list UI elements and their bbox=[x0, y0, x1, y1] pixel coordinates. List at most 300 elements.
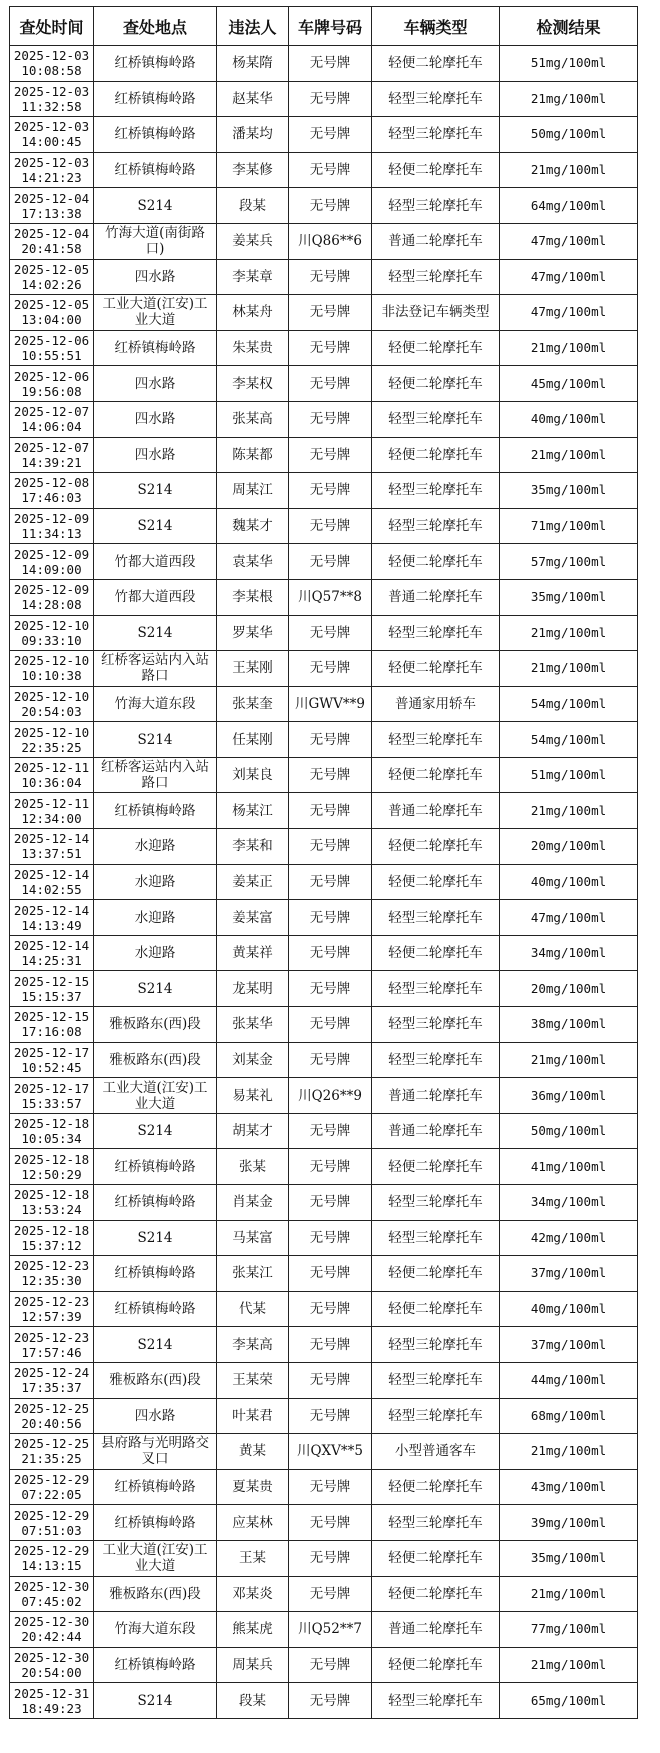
cell-result: 77mg/100ml bbox=[500, 1612, 638, 1648]
cell-plate: 无号牌 bbox=[289, 401, 372, 437]
cell-person: 张某奎 bbox=[217, 686, 289, 722]
cell-result: 36mg/100ml bbox=[500, 1078, 638, 1114]
cell-person: 张某华 bbox=[217, 1007, 289, 1043]
cell-clock-text: 14:06:04 bbox=[21, 419, 82, 435]
table-row bbox=[10, 1256, 638, 1292]
cell-vehicle-type: 轻型三轮摩托车 bbox=[372, 1362, 500, 1398]
cell-person: 胡某才 bbox=[217, 1113, 289, 1149]
cell-clock-text: 13:04:00 bbox=[21, 312, 82, 328]
cell-clock-text: 14:21:23 bbox=[21, 170, 82, 186]
table-row bbox=[10, 1362, 638, 1398]
cell-date-text: 2025-12-07 bbox=[13, 439, 90, 455]
cell-place: 工业大道(江安)工业大道 bbox=[94, 1540, 217, 1576]
cell-time bbox=[10, 864, 94, 900]
cell-clock-text: 10:36:04 bbox=[21, 775, 82, 791]
cell-person: 袁某华 bbox=[217, 544, 289, 580]
cell-plate: 无号牌 bbox=[289, 1576, 372, 1612]
cell-date-text: 2025-12-29 bbox=[13, 1472, 90, 1488]
cell-clock-text: 20:42:44 bbox=[21, 1629, 82, 1645]
table-row bbox=[10, 1078, 638, 1114]
cell-plate: 无号牌 bbox=[289, 259, 372, 295]
cell-plate: 无号牌 bbox=[289, 615, 372, 651]
cell-result: 47mg/100ml bbox=[500, 295, 638, 331]
cell-date-text: 2025-12-09 bbox=[13, 582, 90, 598]
cell-date-text: 2025-12-03 bbox=[13, 155, 90, 171]
cell-place: 雅板路东(西)段 bbox=[94, 1576, 217, 1612]
cell-date-text: 2025-12-14 bbox=[13, 831, 90, 847]
table-row bbox=[10, 152, 638, 188]
cell-time bbox=[10, 1113, 94, 1149]
cell-result: 40mg/100ml bbox=[500, 1291, 638, 1327]
cell-result: 21mg/100ml bbox=[500, 81, 638, 117]
cell-time bbox=[10, 544, 94, 580]
cell-person: 姜某兵 bbox=[217, 223, 289, 259]
cell-time bbox=[10, 1540, 94, 1576]
cell-clock-text: 14:00:45 bbox=[21, 134, 82, 150]
cell-person: 李某和 bbox=[217, 829, 289, 865]
cell-plate: 川GWV**9 bbox=[289, 686, 372, 722]
cell-clock-text: 20:40:56 bbox=[21, 1415, 82, 1431]
cell-person: 肖某金 bbox=[217, 1185, 289, 1221]
cell-result: 51mg/100ml bbox=[500, 46, 638, 82]
cell-plate: 无号牌 bbox=[289, 1362, 372, 1398]
cell-clock-text: 19:56:08 bbox=[21, 383, 82, 399]
cell-result: 21mg/100ml bbox=[500, 651, 638, 687]
cell-plate: 无号牌 bbox=[289, 188, 372, 224]
table-row bbox=[10, 1540, 638, 1576]
table-row bbox=[10, 793, 638, 829]
cell-date-text: 2025-12-30 bbox=[13, 1650, 90, 1666]
cell-place: 红桥镇梅岭路 bbox=[94, 1291, 217, 1327]
cell-clock-text: 15:33:57 bbox=[21, 1095, 82, 1111]
cell-plate: 川Q52**7 bbox=[289, 1612, 372, 1648]
cell-place: 四水路 bbox=[94, 1398, 217, 1434]
cell-time bbox=[10, 1291, 94, 1327]
cell-result: 20mg/100ml bbox=[500, 829, 638, 865]
cell-clock-text: 14:25:31 bbox=[21, 953, 82, 969]
cell-result: 21mg/100ml bbox=[500, 1434, 638, 1470]
cell-vehicle-type: 轻型三轮摩托车 bbox=[372, 1185, 500, 1221]
cell-person: 赵某华 bbox=[217, 81, 289, 117]
cell-time bbox=[10, 1042, 94, 1078]
table-row bbox=[10, 259, 638, 295]
cell-result: 35mg/100ml bbox=[500, 473, 638, 509]
cell-vehicle-type: 轻型三轮摩托车 bbox=[372, 508, 500, 544]
cell-person: 龙某明 bbox=[217, 971, 289, 1007]
cell-plate: 无号牌 bbox=[289, 1327, 372, 1363]
cell-time bbox=[10, 473, 94, 509]
cell-person: 段某 bbox=[217, 188, 289, 224]
cell-vehicle-type: 轻便二轮摩托车 bbox=[372, 1576, 500, 1612]
cell-result: 35mg/100ml bbox=[500, 579, 638, 615]
cell-result: 21mg/100ml bbox=[500, 615, 638, 651]
cell-date-text: 2025-12-10 bbox=[13, 653, 90, 669]
header-plate: 车牌号码 bbox=[289, 7, 372, 46]
cell-person: 李某章 bbox=[217, 259, 289, 295]
cell-plate: 无号牌 bbox=[289, 1113, 372, 1149]
table-row bbox=[10, 117, 638, 153]
cell-time bbox=[10, 508, 94, 544]
cell-vehicle-type: 非法登记车辆类型 bbox=[372, 295, 500, 331]
cell-date-text: 2025-12-18 bbox=[13, 1222, 90, 1238]
cell-date-text: 2025-12-03 bbox=[13, 83, 90, 99]
cell-clock-text: 10:05:34 bbox=[21, 1131, 82, 1147]
cell-result: 44mg/100ml bbox=[500, 1362, 638, 1398]
cell-date-text: 2025-12-11 bbox=[13, 760, 90, 776]
cell-person: 叶某君 bbox=[217, 1398, 289, 1434]
cell-date-text: 2025-12-14 bbox=[13, 902, 90, 918]
cell-date-text: 2025-12-23 bbox=[13, 1329, 90, 1345]
cell-date-text: 2025-12-23 bbox=[13, 1258, 90, 1274]
cell-plate: 川Q86**6 bbox=[289, 223, 372, 259]
cell-place: 红桥客运站内入站路口 bbox=[94, 757, 217, 793]
cell-result: 21mg/100ml bbox=[500, 330, 638, 366]
cell-clock-text: 10:52:45 bbox=[21, 1059, 82, 1075]
cell-place: 红桥镇梅岭路 bbox=[94, 793, 217, 829]
cell-date-text: 2025-12-14 bbox=[13, 938, 90, 954]
cell-vehicle-type: 轻便二轮摩托车 bbox=[372, 46, 500, 82]
cell-clock-text: 11:34:13 bbox=[21, 526, 82, 542]
cell-time bbox=[10, 1220, 94, 1256]
table-row bbox=[10, 81, 638, 117]
cell-time bbox=[10, 223, 94, 259]
cell-result: 50mg/100ml bbox=[500, 1113, 638, 1149]
cell-vehicle-type: 轻便二轮摩托车 bbox=[372, 1647, 500, 1683]
cell-time bbox=[10, 117, 94, 153]
cell-person: 李某权 bbox=[217, 366, 289, 402]
cell-date-text: 2025-12-06 bbox=[13, 333, 90, 349]
table-row bbox=[10, 1576, 638, 1612]
cell-place: 四水路 bbox=[94, 366, 217, 402]
cell-time bbox=[10, 793, 94, 829]
table-row bbox=[10, 437, 638, 473]
cell-place: 雅板路东(西)段 bbox=[94, 1042, 217, 1078]
cell-result: 43mg/100ml bbox=[500, 1469, 638, 1505]
cell-result: 47mg/100ml bbox=[500, 900, 638, 936]
cell-vehicle-type: 轻便二轮摩托车 bbox=[372, 330, 500, 366]
cell-result: 51mg/100ml bbox=[500, 757, 638, 793]
cell-time bbox=[10, 1362, 94, 1398]
cell-time bbox=[10, 330, 94, 366]
cell-time bbox=[10, 1612, 94, 1648]
cell-result: 20mg/100ml bbox=[500, 971, 638, 1007]
cell-date-text: 2025-12-07 bbox=[13, 404, 90, 420]
table-row bbox=[10, 1042, 638, 1078]
cell-person: 朱某贵 bbox=[217, 330, 289, 366]
cell-person: 夏某贵 bbox=[217, 1469, 289, 1505]
cell-date-text: 2025-12-05 bbox=[13, 261, 90, 277]
cell-place: 竹海大道东段 bbox=[94, 686, 217, 722]
cell-clock-text: 21:35:25 bbox=[21, 1451, 82, 1467]
cell-time bbox=[10, 188, 94, 224]
cell-date-text: 2025-12-15 bbox=[13, 973, 90, 989]
table-row bbox=[10, 757, 638, 793]
cell-result: 21mg/100ml bbox=[500, 1042, 638, 1078]
cell-result: 64mg/100ml bbox=[500, 188, 638, 224]
cell-vehicle-type: 普通二轮摩托车 bbox=[372, 1113, 500, 1149]
cell-place: 雅板路东(西)段 bbox=[94, 1007, 217, 1043]
header-vehicle-type: 车辆类型 bbox=[372, 7, 500, 46]
cell-plate: 川Q26**9 bbox=[289, 1078, 372, 1114]
cell-time bbox=[10, 81, 94, 117]
cell-person: 张某 bbox=[217, 1149, 289, 1185]
table-row bbox=[10, 722, 638, 758]
cell-clock-text: 17:16:08 bbox=[21, 1024, 82, 1040]
cell-person: 邓某炎 bbox=[217, 1576, 289, 1612]
cell-plate: 无号牌 bbox=[289, 793, 372, 829]
cell-vehicle-type: 普通二轮摩托车 bbox=[372, 793, 500, 829]
cell-place: 县府路与光明路交叉口 bbox=[94, 1434, 217, 1470]
cell-place: 红桥镇梅岭路 bbox=[94, 46, 217, 82]
cell-date-text: 2025-12-09 bbox=[13, 546, 90, 562]
cell-date-text: 2025-12-08 bbox=[13, 475, 90, 491]
cell-person: 魏某才 bbox=[217, 508, 289, 544]
cell-place: 水迎路 bbox=[94, 864, 217, 900]
cell-result: 54mg/100ml bbox=[500, 686, 638, 722]
table-row bbox=[10, 508, 638, 544]
cell-person: 段某 bbox=[217, 1683, 289, 1719]
cell-clock-text: 17:46:03 bbox=[21, 490, 82, 506]
cell-place: S214 bbox=[94, 722, 217, 758]
cell-plate: 无号牌 bbox=[289, 1149, 372, 1185]
cell-date-text: 2025-12-15 bbox=[13, 1009, 90, 1025]
cell-plate: 无号牌 bbox=[289, 935, 372, 971]
cell-vehicle-type: 轻型三轮摩托车 bbox=[372, 473, 500, 509]
cell-place: 四水路 bbox=[94, 259, 217, 295]
cell-result: 21mg/100ml bbox=[500, 437, 638, 473]
cell-vehicle-type: 轻型三轮摩托车 bbox=[372, 1683, 500, 1719]
cell-place: S214 bbox=[94, 971, 217, 1007]
cell-person: 罗某华 bbox=[217, 615, 289, 651]
table-row bbox=[10, 366, 638, 402]
cell-plate: 无号牌 bbox=[289, 1647, 372, 1683]
cell-person: 代某 bbox=[217, 1291, 289, 1327]
cell-place: S214 bbox=[94, 1220, 217, 1256]
cell-date-text: 2025-12-17 bbox=[13, 1080, 90, 1096]
cell-vehicle-type: 普通二轮摩托车 bbox=[372, 1078, 500, 1114]
cell-clock-text: 17:13:38 bbox=[21, 205, 82, 221]
cell-vehicle-type: 轻型三轮摩托车 bbox=[372, 117, 500, 153]
cell-place: 红桥镇梅岭路 bbox=[94, 1149, 217, 1185]
cell-vehicle-type: 轻型三轮摩托车 bbox=[372, 1007, 500, 1043]
header-time: 查处时间 bbox=[10, 7, 94, 46]
cell-place: 红桥客运站内入站路口 bbox=[94, 651, 217, 687]
cell-vehicle-type: 轻型三轮摩托车 bbox=[372, 1220, 500, 1256]
cell-person: 姜某正 bbox=[217, 864, 289, 900]
cell-clock-text: 10:10:38 bbox=[21, 668, 82, 684]
cell-result: 21mg/100ml bbox=[500, 152, 638, 188]
cell-place: S214 bbox=[94, 508, 217, 544]
cell-place: S214 bbox=[94, 1113, 217, 1149]
cell-result: 21mg/100ml bbox=[500, 1576, 638, 1612]
table-row bbox=[10, 935, 638, 971]
cell-date-text: 2025-12-03 bbox=[13, 119, 90, 135]
cell-vehicle-type: 轻型三轮摩托车 bbox=[372, 1505, 500, 1541]
cell-plate: 无号牌 bbox=[289, 330, 372, 366]
cell-place: 红桥镇梅岭路 bbox=[94, 1256, 217, 1292]
cell-clock-text: 18:49:23 bbox=[21, 1700, 82, 1716]
cell-time bbox=[10, 615, 94, 651]
cell-time bbox=[10, 1576, 94, 1612]
cell-plate: 无号牌 bbox=[289, 1042, 372, 1078]
cell-person: 马某富 bbox=[217, 1220, 289, 1256]
cell-vehicle-type: 小型普通客车 bbox=[372, 1434, 500, 1470]
cell-date-text: 2025-12-09 bbox=[13, 511, 90, 527]
cell-time bbox=[10, 1078, 94, 1114]
cell-result: 34mg/100ml bbox=[500, 1185, 638, 1221]
cell-place: 红桥镇梅岭路 bbox=[94, 1505, 217, 1541]
cell-result: 40mg/100ml bbox=[500, 864, 638, 900]
cell-place: 红桥镇梅岭路 bbox=[94, 81, 217, 117]
cell-clock-text: 15:37:12 bbox=[21, 1237, 82, 1253]
cell-time bbox=[10, 1398, 94, 1434]
cell-vehicle-type: 轻型三轮摩托车 bbox=[372, 900, 500, 936]
cell-vehicle-type: 轻便二轮摩托车 bbox=[372, 1291, 500, 1327]
cell-plate: 无号牌 bbox=[289, 1398, 372, 1434]
cell-time bbox=[10, 579, 94, 615]
cell-time bbox=[10, 1149, 94, 1185]
cell-clock-text: 07:45:02 bbox=[21, 1593, 82, 1609]
cell-place: 红桥镇梅岭路 bbox=[94, 1185, 217, 1221]
cell-result: 42mg/100ml bbox=[500, 1220, 638, 1256]
cell-time bbox=[10, 1327, 94, 1363]
cell-time bbox=[10, 935, 94, 971]
cell-place: S214 bbox=[94, 1683, 217, 1719]
table-row bbox=[10, 615, 638, 651]
cell-time bbox=[10, 401, 94, 437]
cell-date-text: 2025-12-30 bbox=[13, 1614, 90, 1630]
cell-plate: 无号牌 bbox=[289, 295, 372, 331]
cell-clock-text: 15:15:37 bbox=[21, 988, 82, 1004]
cell-date-text: 2025-12-10 bbox=[13, 688, 90, 704]
cell-time bbox=[10, 971, 94, 1007]
cell-result: 41mg/100ml bbox=[500, 1149, 638, 1185]
cell-clock-text: 22:35:25 bbox=[21, 739, 82, 755]
cell-clock-text: 13:53:24 bbox=[21, 1202, 82, 1218]
table-row bbox=[10, 401, 638, 437]
cell-result: 47mg/100ml bbox=[500, 223, 638, 259]
cell-place: 水迎路 bbox=[94, 935, 217, 971]
table-row bbox=[10, 223, 638, 259]
cell-date-text: 2025-12-25 bbox=[13, 1436, 90, 1452]
cell-plate: 无号牌 bbox=[289, 757, 372, 793]
violations-table bbox=[9, 6, 638, 1719]
cell-vehicle-type: 轻便二轮摩托车 bbox=[372, 1540, 500, 1576]
table-row bbox=[10, 473, 638, 509]
cell-person: 姜某富 bbox=[217, 900, 289, 936]
table-row bbox=[10, 1291, 638, 1327]
cell-time bbox=[10, 1683, 94, 1719]
table-row bbox=[10, 1469, 638, 1505]
cell-date-text: 2025-12-18 bbox=[13, 1151, 90, 1167]
cell-date-text: 2025-12-29 bbox=[13, 1507, 90, 1523]
cell-place: 竹海大道(南街路口) bbox=[94, 223, 217, 259]
cell-place: 竹都大道西段 bbox=[94, 579, 217, 615]
table-row bbox=[10, 46, 638, 82]
table-row bbox=[10, 1149, 638, 1185]
cell-time bbox=[10, 1505, 94, 1541]
cell-date-text: 2025-12-05 bbox=[13, 297, 90, 313]
table-row bbox=[10, 1647, 638, 1683]
cell-vehicle-type: 轻便二轮摩托车 bbox=[372, 1469, 500, 1505]
cell-result: 38mg/100ml bbox=[500, 1007, 638, 1043]
cell-result: 39mg/100ml bbox=[500, 1505, 638, 1541]
cell-plate: 无号牌 bbox=[289, 473, 372, 509]
cell-date-text: 2025-12-18 bbox=[13, 1187, 90, 1203]
cell-clock-text: 13:37:51 bbox=[21, 846, 82, 862]
cell-date-text: 2025-12-04 bbox=[13, 190, 90, 206]
cell-person: 潘某均 bbox=[217, 117, 289, 153]
cell-clock-text: 10:55:51 bbox=[21, 348, 82, 364]
cell-time bbox=[10, 900, 94, 936]
cell-clock-text: 14:02:55 bbox=[21, 881, 82, 897]
table-row bbox=[10, 544, 638, 580]
cell-vehicle-type: 普通家用轿车 bbox=[372, 686, 500, 722]
cell-person: 黄某祥 bbox=[217, 935, 289, 971]
cell-plate: 无号牌 bbox=[289, 81, 372, 117]
cell-place: 红桥镇梅岭路 bbox=[94, 117, 217, 153]
cell-time bbox=[10, 1256, 94, 1292]
cell-date-text: 2025-12-30 bbox=[13, 1578, 90, 1594]
cell-plate: 无号牌 bbox=[289, 722, 372, 758]
table-row bbox=[10, 1683, 638, 1719]
cell-vehicle-type: 轻便二轮摩托车 bbox=[372, 864, 500, 900]
header-place: 查处地点 bbox=[94, 7, 217, 46]
cell-place: 红桥镇梅岭路 bbox=[94, 330, 217, 366]
cell-plate: 无号牌 bbox=[289, 1505, 372, 1541]
cell-person: 王某刚 bbox=[217, 651, 289, 687]
cell-vehicle-type: 轻便二轮摩托车 bbox=[372, 544, 500, 580]
cell-result: 37mg/100ml bbox=[500, 1256, 638, 1292]
cell-date-text: 2025-12-04 bbox=[13, 226, 90, 242]
cell-time bbox=[10, 295, 94, 331]
cell-vehicle-type: 轻便二轮摩托车 bbox=[372, 437, 500, 473]
cell-clock-text: 20:41:58 bbox=[21, 241, 82, 257]
cell-vehicle-type: 轻便二轮摩托车 bbox=[372, 935, 500, 971]
cell-plate: 无号牌 bbox=[289, 437, 372, 473]
cell-result: 40mg/100ml bbox=[500, 401, 638, 437]
cell-person: 周某兵 bbox=[217, 1647, 289, 1683]
cell-clock-text: 12:50:29 bbox=[21, 1166, 82, 1182]
cell-clock-text: 14:09:00 bbox=[21, 561, 82, 577]
cell-clock-text: 11:32:58 bbox=[21, 98, 82, 114]
cell-time bbox=[10, 1007, 94, 1043]
cell-plate: 无号牌 bbox=[289, 829, 372, 865]
table-row bbox=[10, 971, 638, 1007]
cell-clock-text: 10:08:58 bbox=[21, 63, 82, 79]
cell-date-text: 2025-12-31 bbox=[13, 1685, 90, 1701]
cell-person: 杨某江 bbox=[217, 793, 289, 829]
cell-person: 李某修 bbox=[217, 152, 289, 188]
cell-person: 杨某隋 bbox=[217, 46, 289, 82]
cell-plate: 无号牌 bbox=[289, 1256, 372, 1292]
cell-person: 张某江 bbox=[217, 1256, 289, 1292]
table-row bbox=[10, 1007, 638, 1043]
cell-date-text: 2025-12-29 bbox=[13, 1543, 90, 1559]
cell-plate: 无号牌 bbox=[289, 152, 372, 188]
table-row bbox=[10, 1612, 638, 1648]
cell-place: 工业大道(江安)工业大道 bbox=[94, 1078, 217, 1114]
cell-person: 任某刚 bbox=[217, 722, 289, 758]
cell-plate: 川Q57**8 bbox=[289, 579, 372, 615]
cell-vehicle-type: 普通二轮摩托车 bbox=[372, 223, 500, 259]
cell-result: 47mg/100ml bbox=[500, 259, 638, 295]
header-row bbox=[10, 7, 638, 46]
cell-plate: 川QXV**5 bbox=[289, 1434, 372, 1470]
cell-clock-text: 07:22:05 bbox=[21, 1487, 82, 1503]
cell-clock-text: 14:28:08 bbox=[21, 597, 82, 613]
cell-vehicle-type: 轻便二轮摩托车 bbox=[372, 651, 500, 687]
